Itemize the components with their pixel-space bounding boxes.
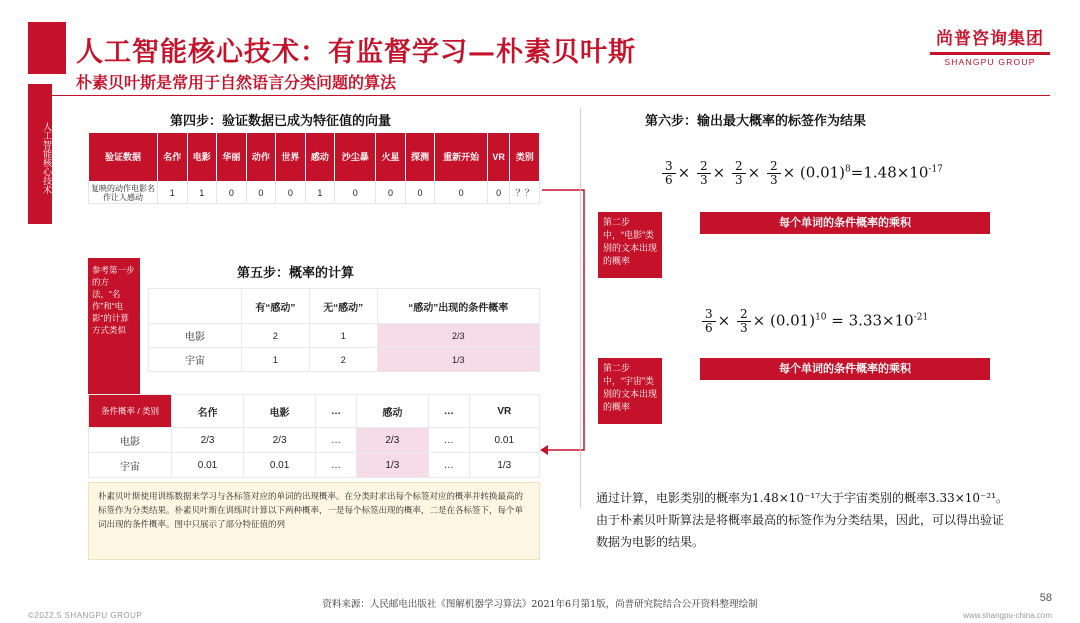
t6-corner: 条件概率 / 类别 (89, 395, 172, 428)
side-tab-label: 人工智能核心技术 (42, 122, 52, 194)
fraction-2-3-a: $\frac{2}{3}$ (697, 160, 711, 187)
td-7: 0 (376, 182, 406, 204)
copyright: ©2022.5 SHANGPU GROUP (28, 611, 143, 620)
t6-r0-c4: … (428, 428, 469, 453)
th-1: 名作 (158, 133, 188, 182)
fraction-3-6-b: $\frac{3}{6}$ (702, 308, 716, 335)
t5-r0-c1: 1 (309, 324, 377, 348)
explanation-note: 朴素贝叶斯使用训练数据来学习与各标签对应的单词的出现概率。在分类时求出每个标签对应的概率并转换最高的标签作为分类结果。朴素贝叶斯在训练时计算以下两种概率，一是每个标签出现的概率，二是在各标签下，每个单词出现的条件概率。图中只展示了部分特征值的列 (88, 482, 540, 560)
table-header-row (89, 133, 540, 182)
t6-th-2: … (316, 395, 357, 428)
t6-r1-c4: … (428, 453, 469, 478)
left-side-note: 参考第一步的方法，“名作”和“电影”的计算方式类似 (88, 258, 140, 468)
source-note: 资料来源：人民邮电出版社《图解机器学习算法》2021年6月第1版，尚普研究院结合公开资料整理绘制 (322, 599, 758, 610)
t5-r1-c1: 2 (309, 348, 377, 372)
t6-r1-c2: … (316, 453, 357, 478)
t6-r1-label: 宇宙 (89, 453, 172, 478)
table-header-row (89, 395, 540, 428)
step5-table (148, 288, 540, 372)
table-row (89, 453, 540, 478)
t6-r0-c5: 0.01 (469, 428, 539, 453)
t6-r0-c2: … (316, 428, 357, 453)
label-word-conditional-product-1: 每个单词的条件概率的乘积 (700, 212, 990, 234)
t5-r0-c2: 2/3 (377, 324, 539, 348)
brand-bar (930, 52, 1050, 55)
table-header-row (149, 289, 540, 324)
td-0: 1 (158, 182, 188, 204)
t5-th-3: “感动”出现的条件概率 (377, 289, 539, 324)
td-8: 0 (405, 182, 435, 204)
t5-th-1: 有“感动” (242, 289, 310, 324)
td-10: 0 (487, 182, 509, 204)
formula-movie: $\frac{3}{6}$ × $\frac{2}{3}$ × $\frac{2}{3}$ × $\frac{2}{3}$ × $(0.01)^8=1.48\times 10^{-17}$ (660, 160, 943, 187)
vertical-divider (580, 108, 581, 508)
t6-r1-c1: 0.01 (244, 453, 316, 478)
td-1: 1 (187, 182, 217, 204)
t6-th-1: 电影 (244, 395, 316, 428)
th-11: VR (487, 133, 509, 182)
th-5: 世界 (276, 133, 306, 182)
th-0: 验证数据 (89, 133, 158, 182)
brand-name-en: SHANGPU GROUP (944, 57, 1036, 67)
t5-r0-label: 电影 (149, 324, 242, 348)
website: www.shangpu-china.com (963, 611, 1052, 620)
fraction-2-3-b: $\frac{2}{3}$ (732, 160, 746, 187)
td-9: 0 (435, 182, 488, 204)
t5-r1-label: 宇宙 (149, 348, 242, 372)
t6-r0-c3: 2/3 (356, 428, 428, 453)
conditional-probability-table (88, 394, 540, 478)
th-9: 探测 (405, 133, 435, 182)
t6-th-0: 名作 (172, 395, 244, 428)
th-10: 重新开始 (435, 133, 488, 182)
th-4: 动作 (246, 133, 276, 182)
header-divider (28, 95, 1050, 96)
table-row (89, 428, 540, 453)
t6-th-4: … (428, 395, 469, 428)
conclusion-text: 通过计算，电影类别的概率为1.48×10⁻¹⁷大于宇宙类别的概率3.33×10⁻²¹。由于朴素贝叶斯算法是将概率最高的标签作为分类结果，因此，可以得出验证数据为电影的结果。 (596, 491, 1008, 549)
th-8: 火星 (376, 133, 406, 182)
fraction-3-6: $\frac{3}{6}$ (662, 160, 676, 187)
td-rowlabel: 复映的动作电影名作让人感动 (89, 182, 158, 204)
brand-logo (930, 24, 1050, 67)
td-11: ？？ (510, 182, 540, 204)
corner-red-block (28, 22, 66, 74)
th-7: 沙尘暴 (335, 133, 376, 182)
t6-r0-label: 电影 (89, 428, 172, 453)
page-subtitle: 朴素贝叶斯是常用于自然语言分类问题的算法 (76, 73, 397, 92)
label-word-conditional-product-2: 每个单词的条件概率的乘积 (700, 358, 990, 380)
t6-r1-c5: 1/3 (469, 453, 539, 478)
table-row (149, 348, 540, 372)
th-6: 感动 (305, 133, 335, 182)
section-heading-step4: 第四步：验证数据已成为特征值的向量 (170, 114, 392, 129)
t5-r1-c0: 1 (242, 348, 310, 372)
t6-th-5: VR (469, 395, 539, 428)
table-row (149, 324, 540, 348)
td-4: 0 (276, 182, 306, 204)
fraction-2-3-c: $\frac{2}{3}$ (767, 160, 781, 187)
td-6: 0 (335, 182, 376, 204)
t6-r1-c3: 1/3 (356, 453, 428, 478)
formula-universe: $\frac{3}{6}$ × $\frac{2}{3}$ × $(0.01)^{10} = 3.33\times 10^{-21}$ (700, 308, 928, 335)
t5-r1-c2: 1/3 (377, 348, 539, 372)
t6-r0-c0: 2/3 (172, 428, 244, 453)
section-heading-step6: 第六步：输出最大概率的标签作为结果 (645, 114, 867, 129)
td-5: 1 (305, 182, 335, 204)
step4-table (88, 132, 540, 204)
t6-r0-c1: 2/3 (244, 428, 316, 453)
t5-th-2: 无“感动” (309, 289, 377, 324)
connector-arrow (540, 150, 600, 480)
brand-name-cn: 尚普咨询集团 (936, 29, 1044, 49)
t5-th-0 (149, 289, 242, 324)
section-heading-step5: 第五步：概率的计算 (237, 265, 355, 280)
t5-r0-c0: 2 (242, 324, 310, 348)
table-row (89, 182, 540, 204)
page-number: 58 (1039, 592, 1052, 604)
note-movie-prior: 第二步中，“电影”类别的文本出现的概率 (598, 212, 662, 278)
note-universe-prior: 第二步中，“宇宙”类别的文本出现的概率 (598, 358, 662, 424)
fraction-2-3-d: $\frac{2}{3}$ (737, 308, 751, 335)
th-3: 华丽 (217, 133, 247, 182)
td-2: 0 (217, 182, 247, 204)
th-12: 类别 (510, 133, 540, 182)
page-title: 人工智能核心技术：有监督学习—朴素贝叶斯 (76, 37, 636, 68)
t6-th-3: 感动 (356, 395, 428, 428)
side-tab (28, 84, 52, 224)
t6-r1-c0: 0.01 (172, 453, 244, 478)
td-3: 0 (246, 182, 276, 204)
th-2: 电影 (187, 133, 217, 182)
